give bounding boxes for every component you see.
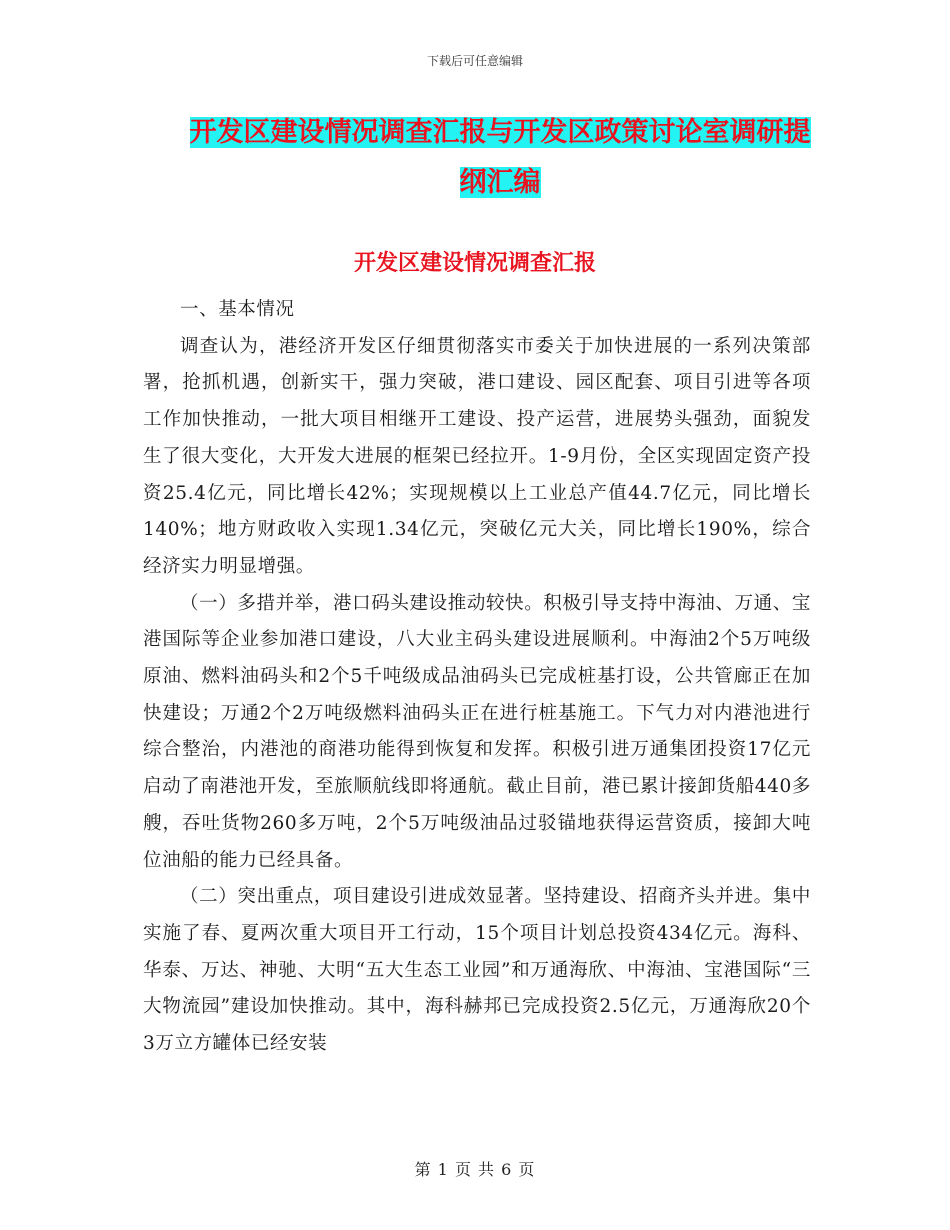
- paragraph-project-investment: （二）突出重点，项目建设引进成效显著。坚持建设、招商齐头并进。集中实施了春、夏两次重大项目开工行动，15个项目计划总投资434亿元。海科、华泰、万达、神驰、大明“五大生态工业园”和万通海欣、中海油、宝港国际“三大物流园”建设加快推动。其中，海科赫邦已完成投资2.5亿元，万通海欣20个3万立方罐体已经安装: [143, 886, 811, 1055]
- paragraph-port-construction: （一）多措并举，港口码头建设推动较快。积极引导支持中海油、万通、宝港国际等企业参加港口建设，八大业主码头建设进展顺利。中海油2个5万吨级原油、燃料油码头和2个5千吨级成品油码头已完成桩基打设，公共管廊正在加快建设；万通2个2万吨级燃料油码头正在进行桩基施工。下气力对内港池进行综合整治，内港池的商港功能得到恢复和发挥。积极引进万通集团投资17亿元启动了南港池开发，至旅顺航线即将通航。截止目前，港已累计接卸货船440多艘，吞吐货物260多万吨，2个5万吨级油品过驳锚地获得运营资质，接卸大吨位油船的能力已经具备。: [143, 592, 811, 871]
- document-title-line2: 纲汇编: [459, 167, 541, 198]
- page-number-footer: 第 1 页 共 6 页: [414, 1160, 536, 1179]
- document-title-line1: 开发区建设情况调查汇报与开发区政策讨论室调研提: [189, 117, 811, 148]
- page-header-note: 下载后可任意编辑: [426, 54, 523, 68]
- document-title: [150, 108, 850, 208]
- section-heading-basic: 一、基本情况: [180, 299, 295, 320]
- paragraph-overview: 调查认为，港经济开发区仔细贯彻落实市委关于加快进展的一系列决策部署，抢抓机遇，创新实干，强力突破，港口建设、园区配套、项目引进等各项工作加快推动，一批大项目相继开工建设、投产运营，进展势头强劲，面貌发生了很大变化，大开发大进展的框架已经拉开。1-9月份，全区实现固定资产投资25.4亿元，同比增长42%；实现规模以上工业总产值44.7亿元，同比增长140%；地方财政收入实现1.34亿元，突破亿元大关，同比增长190%，综合经济实力明显增强。: [143, 335, 811, 577]
- section-title: 开发区建设情况调查汇报: [353, 250, 596, 276]
- document-body: [143, 292, 811, 1063]
